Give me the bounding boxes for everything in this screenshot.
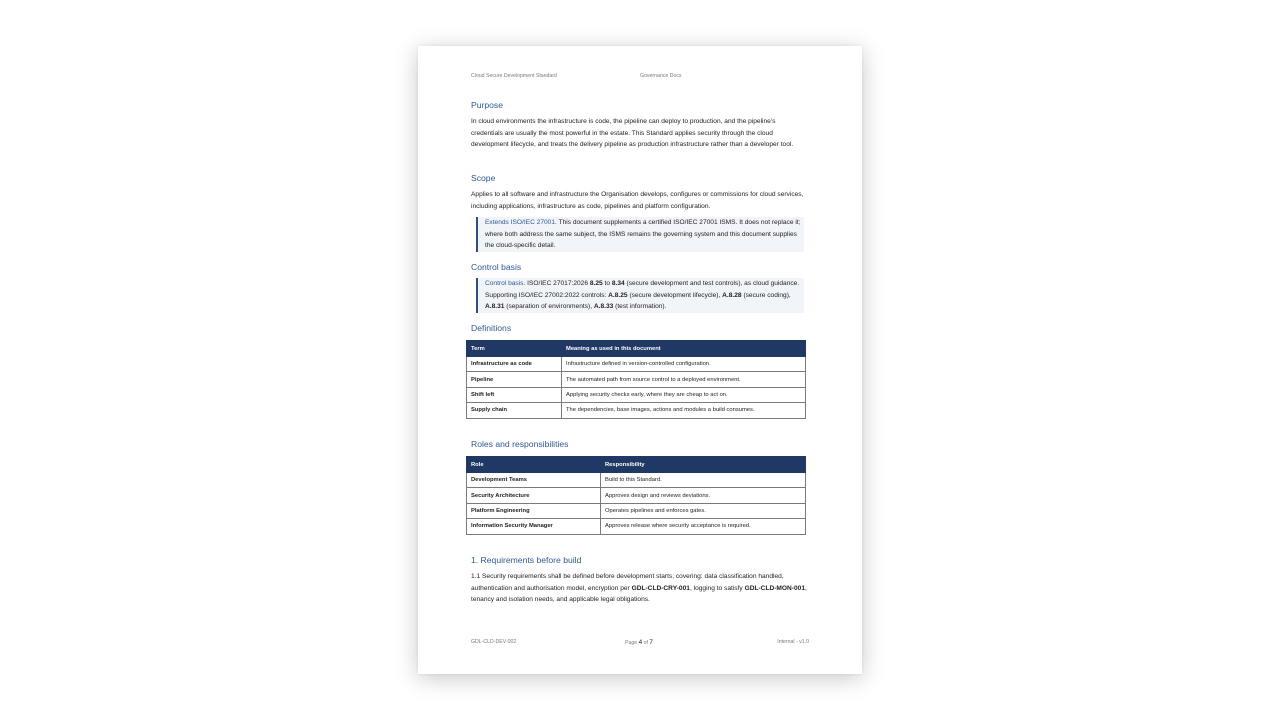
table-row bbox=[467, 503, 806, 518]
table-row bbox=[467, 387, 806, 402]
responsibility-cell: Approves release where security acceptance is required. bbox=[601, 519, 806, 534]
control-ref: 8.34 bbox=[611, 280, 625, 287]
column-header: Role bbox=[467, 457, 601, 473]
control-basis-text: (secure coding), bbox=[741, 291, 791, 299]
role-cell: Information Security Manager bbox=[467, 519, 601, 534]
control-ref: A.8.28 bbox=[722, 291, 742, 299]
table-row bbox=[467, 403, 806, 418]
requirement-text: , tenancy and isolation needs, and applicable legal obligations. bbox=[471, 584, 807, 604]
control-basis-heading: Control basis bbox=[471, 262, 522, 272]
table-row bbox=[467, 372, 806, 387]
control-ref: A.8.33 bbox=[593, 303, 614, 311]
purpose-text: In cloud environments the infrastructure is code, the pipeline can deploy to production, and the pipeline’s credentials are usually the most powerful in the estate. This Standard applies security through the cloud development lifecycle, and treats the delivery pipeline as production infrastructure rather than a developer tool. bbox=[471, 118, 794, 149]
meaning-cell: The automated path from source control to a deployed environment. bbox=[562, 372, 806, 387]
control-basis-text: ISO/IEC 27017:2026 bbox=[525, 280, 590, 287]
guideline-ref: GDL-CLD-CRY-001 bbox=[631, 584, 690, 592]
term-cell: Infrastructure as code bbox=[467, 357, 562, 372]
control-basis-text: (secure development lifecycle), bbox=[627, 291, 723, 299]
control-basis-lead: Control basis. bbox=[485, 280, 526, 287]
responsibility-cell: Operates pipelines and enforces gates. bbox=[601, 503, 806, 518]
footer-classification: Internal - v1.0 bbox=[777, 639, 809, 645]
table-row bbox=[467, 473, 806, 488]
responsibility-cell: Build to this Standard. bbox=[601, 473, 806, 488]
page-num: 4 bbox=[638, 639, 643, 646]
table-header-row bbox=[467, 457, 806, 473]
column-header: Responsibility bbox=[601, 457, 806, 473]
control-basis-text: (separation of environments), bbox=[504, 303, 594, 311]
control-basis-text: to bbox=[602, 280, 612, 287]
page-total: 7 bbox=[649, 639, 653, 646]
control-ref: A.8.25 bbox=[608, 291, 628, 299]
control-basis-text: (test information). bbox=[613, 303, 667, 311]
control-ref: A.8.31 bbox=[485, 303, 505, 311]
term-cell: Shift left bbox=[467, 387, 562, 402]
callout-lead: Extends ISO/IEC 27001. bbox=[485, 219, 557, 226]
meaning-cell: Infrastructure defined in version-controlled configuration. bbox=[562, 357, 806, 372]
requirement-text: , logging to satisfy bbox=[689, 584, 745, 592]
requirement-text: 1.1 Security requirements shall be defined before development starts, covering: data classification handled, authentication and authorisation model, encryption per bbox=[471, 573, 784, 592]
table-row bbox=[467, 357, 806, 372]
iso-27001-callout bbox=[476, 217, 804, 252]
table-row bbox=[467, 488, 806, 503]
purpose-heading: Purpose bbox=[471, 100, 504, 110]
meaning-cell: Applying security checks early, where they are cheap to act on. bbox=[562, 387, 806, 402]
document-page bbox=[418, 46, 862, 674]
definitions-heading: Definitions bbox=[471, 323, 512, 333]
table-header-row bbox=[467, 341, 806, 357]
footer-page-number bbox=[625, 639, 653, 646]
control-basis-text: (secure development and test controls), as cloud guidance. Supporting ISO/IEC 27002:2022 controls: bbox=[485, 280, 800, 299]
role-cell: Platform Engineering bbox=[467, 503, 601, 518]
table-row bbox=[467, 519, 806, 534]
control-ref: 8.25 bbox=[589, 280, 603, 287]
scope-text: Applies to all software and infrastructure the Organisation develops, configures or commissions for cloud services, including applications, infrastructure as code, pipelines and platform configuration. bbox=[471, 191, 804, 210]
footer-doc-id: GDL-CLD-DEV-002 bbox=[471, 639, 517, 645]
control-basis-callout bbox=[476, 278, 804, 313]
guideline-ref: GDL-CLD-MON-001 bbox=[744, 584, 806, 592]
requirements-heading: 1. Requirements before build bbox=[471, 555, 582, 565]
term-cell: Pipeline bbox=[467, 372, 562, 387]
roles-heading: Roles and responsibilities bbox=[471, 439, 569, 449]
header-title: Cloud Secure Development Standard bbox=[471, 73, 557, 79]
roles-table bbox=[466, 456, 806, 535]
term-cell: Supply chain bbox=[467, 403, 562, 418]
page-word: Page bbox=[625, 640, 639, 646]
meaning-cell: The dependencies, base images, actions and modules a build consumes. bbox=[562, 403, 806, 418]
header-section: Governance Docs bbox=[640, 73, 682, 79]
callout-text: This document supplements a certified ISO/IEC 27001 ISMS. It does not replace it; where both address the same subject, the ISMS remains the governing system and this document supplies the cloud-specific detail. bbox=[485, 219, 801, 250]
requirement-1-1 bbox=[471, 571, 807, 606]
responsibility-cell: Approves design and reviews deviations. bbox=[601, 488, 806, 503]
column-header: Meaning as used in this document bbox=[562, 341, 806, 357]
role-cell: Security Architecture bbox=[467, 488, 601, 503]
definitions-table bbox=[466, 340, 806, 419]
column-header: Term bbox=[467, 341, 562, 357]
role-cell: Development Teams bbox=[467, 473, 601, 488]
of-word: of bbox=[642, 640, 650, 646]
scope-heading: Scope bbox=[471, 173, 496, 183]
